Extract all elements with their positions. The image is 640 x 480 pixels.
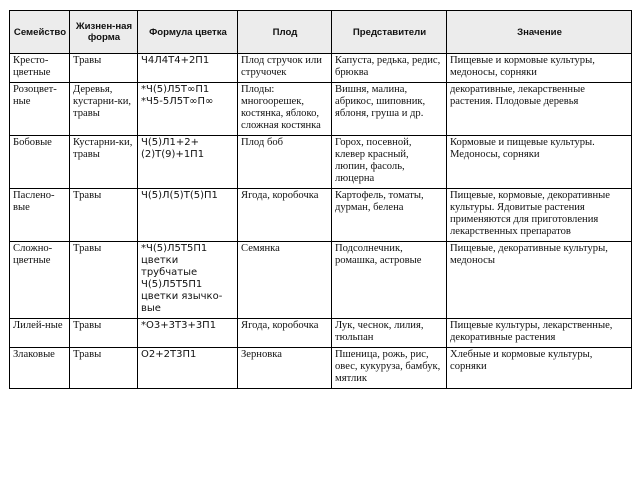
cell-significance: Пищевые, кормовые, декоративные культуры. Ядовитые растения применяются для приготовления лекарственных препаратов <box>447 189 632 242</box>
cell-life-form: Травы <box>70 54 138 83</box>
cell-fruit: Зерновка <box>238 348 332 389</box>
cell-family: Паслено-вые <box>10 189 70 242</box>
table-row <box>10 83 632 136</box>
cell-flower-formula: О2+2Т3П1 <box>138 348 238 389</box>
cell-representatives: Лук, чеснок, лилия, тюльпан <box>332 319 447 348</box>
cell-representatives: Капуста, редька, редис, брюква <box>332 54 447 83</box>
cell-life-form: Кустарни-ки, травы <box>70 136 138 189</box>
cell-significance: декоративные, лекарственные растения. Плодовые деревья <box>447 83 632 136</box>
table-row <box>10 54 632 83</box>
cell-family: Кресто-цветные <box>10 54 70 83</box>
header-representatives: Представители <box>332 11 447 54</box>
table-row <box>10 189 632 242</box>
cell-life-form: Травы <box>70 348 138 389</box>
header-life-form: Жизнен-ная форма <box>70 11 138 54</box>
cell-representatives: Горох, посевной, клевер красный, люпин, фасоль, люцерна <box>332 136 447 189</box>
cell-significance: Пищевые культуры, лекарственные, декоративные растения <box>447 319 632 348</box>
cell-flower-formula: *Ч(5)Л5Т5П1 цветки трубчатые Ч(5)Л5Т5П1 цветки язычко-вые <box>138 242 238 319</box>
cell-family: Лилей-ные <box>10 319 70 348</box>
cell-life-form: Травы <box>70 242 138 319</box>
header-significance: Значение <box>447 11 632 54</box>
cell-flower-formula: Ч(5)Л(5)Т(5)П1 <box>138 189 238 242</box>
table-row <box>10 136 632 189</box>
cell-significance: Хлебные и кормовые культуры, сорняки <box>447 348 632 389</box>
cell-life-form: Травы <box>70 319 138 348</box>
cell-family: Сложно-цветные <box>10 242 70 319</box>
table-row <box>10 348 632 389</box>
cell-flower-formula: *Ч(5)Л5Т∞П1 *Ч5-5Л5Т∞П∞ <box>138 83 238 136</box>
table-row <box>10 242 632 319</box>
header-flower-formula: Формула цветка <box>138 11 238 54</box>
cell-life-form: Деревья, кустарни-ки, травы <box>70 83 138 136</box>
table-row <box>10 319 632 348</box>
header-fruit: Плод <box>238 11 332 54</box>
cell-representatives: Пшеница, рожь, рис, овес, кукуруза, бамбук, мятлик <box>332 348 447 389</box>
cell-representatives: Вишня, малина, абрикос, шиповник, яблоня, груша и др. <box>332 83 447 136</box>
cell-fruit: Плоды: многоорешек, костянка, яблоко, сложная костянка <box>238 83 332 136</box>
cell-flower-formula: Ч(5)Л1+2+(2)Т(9)+1П1 <box>138 136 238 189</box>
cell-fruit: Семянка <box>238 242 332 319</box>
cell-representatives: Подсолнечник, ромашка, астровые <box>332 242 447 319</box>
cell-fruit: Плод боб <box>238 136 332 189</box>
cell-significance: Кормовые и пищевые культуры. Медоносы, сорняки <box>447 136 632 189</box>
plant-families-table <box>9 10 632 389</box>
cell-family: Злаковые <box>10 348 70 389</box>
cell-family: Розоцвет-ные <box>10 83 70 136</box>
header-row <box>10 11 632 54</box>
cell-life-form: Травы <box>70 189 138 242</box>
header-family: Семейство <box>10 11 70 54</box>
cell-fruit: Плод стручок или стручочек <box>238 54 332 83</box>
cell-flower-formula: Ч4Л4Т4+2П1 <box>138 54 238 83</box>
cell-significance: Пищевые и кормовые культуры, медоносы, сорняки <box>447 54 632 83</box>
cell-flower-formula: *О3+3Т3+3П1 <box>138 319 238 348</box>
cell-fruit: Ягода, коробочка <box>238 319 332 348</box>
cell-significance: Пищевые, декоративные культуры, медоносы <box>447 242 632 319</box>
cell-family: Бобовые <box>10 136 70 189</box>
cell-fruit: Ягода, коробочка <box>238 189 332 242</box>
cell-representatives: Картофель, томаты, дурман, белена <box>332 189 447 242</box>
